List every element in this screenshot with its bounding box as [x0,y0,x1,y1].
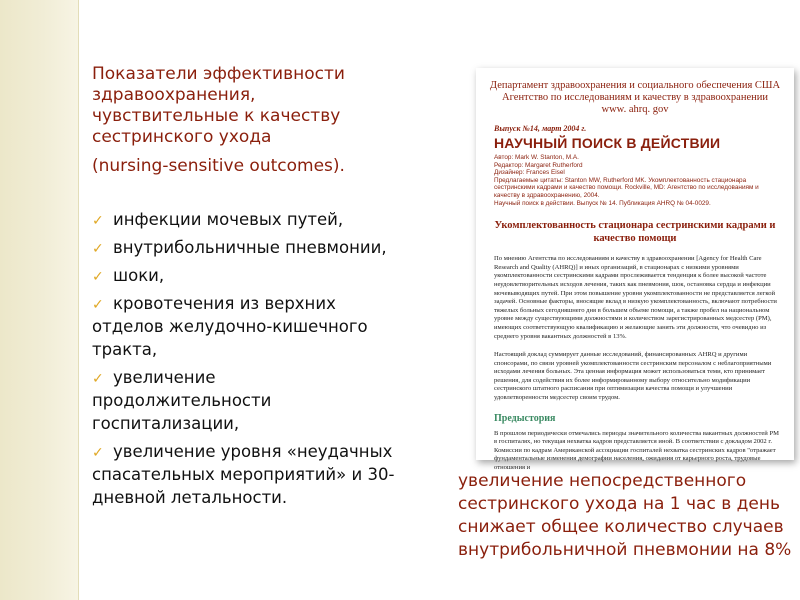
article-paragraph: По мнению Агентства по исследованиям и качеству в здравоохранении [Agency for Health Care Research and Quality (AHRQ)] и иных организаций, в стационарах с низкими уровнями укомплектованности сестринскими кадрами прослеживается тенденция к более высокой частоте неудовлетворительных исходов лечения, таких как пневмония, шок, остановка сердца и инфекции мочевыводящих путей. При этом повышение уровня укомплектованности не представляется легкой задачей. Основные факторы, вносящие вклад в низкую укомплектованность, включают потребности тяжелых больных сегодняшнего дня в большем объеме помощи, а также пробел на национальном уровне между существующими должностями и количеством зарегистрированных медсестер (РМ), имеющих соответствующую квалификацию и желающие занять эти должности, что очевидно из среднего уровня вакантных должностей в 13%. [494,255,777,340]
credit-line: Редактор: Margaret Rutherford [494,161,583,169]
article-title: Укомплектованность стационара сестринскими кадрами и качество помощи [494,220,776,245]
check-icon: ✓ [92,371,104,387]
check-icon: ✓ [92,445,104,461]
document-header [476,80,794,116]
outcome-text: увеличение уровня «неудачных спасательных мероприятий» и 30-дневной летальности. [92,442,395,507]
article-paragraph: В прошлом периодически отмечались периоды значительного количества вакантных должностей РМ в госпиталях, но текущая нехватка кадров представляется иной. В соответствии с докладом 2002 г. Комиссии по кадрам Американской ассоциации госпиталей нехватка сестринских кадров "отражает фундаментальные изменения демографии населения, ожидания от карьерного роста, трудовые отношения и [494,429,779,472]
document-excerpt-image [476,68,794,472]
agency-name: Агентство по исследованиям и качеству в здравоохранении [502,92,768,103]
outcome-text: кровотечения из верхних отделов желудочно-кишечного тракта, [92,294,368,359]
list-item [92,208,397,231]
list-item [92,264,397,287]
decorative-band-edge [78,0,79,600]
check-icon: ✓ [92,241,104,257]
outcome-text: инфекции мочевых путей, [113,210,344,229]
intro-english-term: (nursing-sensitive outcomes). [92,156,345,176]
intro-block [92,64,392,177]
outcome-text: увеличение продолжительности госпитализации, [92,368,272,433]
section-heading: Предыстория [494,412,556,424]
credit-line: Дизайнер: Frances Eisel [494,169,565,177]
outcome-text: внутрибольничные пневмонии, [113,238,387,257]
agency-url: www. ahrq. gov [601,104,669,115]
issue-line: Выпуск №14, март 2004 г. [494,124,587,133]
decorative-left-band [0,0,78,600]
check-icon: ✓ [92,213,104,229]
outcome-text: шоки, [113,266,165,285]
credit-line: Научный поиск в действии. Выпуск № 14. Публикация AHRQ № 04-0029. [494,199,711,207]
list-item [92,292,397,361]
check-icon: ✓ [92,297,104,313]
article-paragraph: Настоящий доклад суммирует данные исследований, финансированных AHRQ и другими спонсорами, по связи уровней укомплектованности сестринским персоналом с неблагоприятными исходами лечения больных. Эта ценная информация может использоваться теми, кто принимает решения, для содействия их более информированному выбору относительно модификации сестринского штатного расписания при оптимизации качества помощи и улучшении удовлетворенности медсестер своим трудом. [494,351,772,402]
list-item [92,440,397,509]
credit-line: Автор: Mark W. Stanton, M.A. [494,154,579,161]
check-icon: ✓ [92,269,104,285]
list-item [92,236,397,259]
outcomes-checklist [92,208,397,514]
department-name: Департамент здравоохранения и социального обеспечения США [489,80,781,91]
callout-text: увеличение непосредственного сестринского ухода на 1 час в день снижает общее количество случаев внутрибольничной пневмонии на 8% [458,471,792,560]
credits-block [494,154,782,207]
credit-line: Предлагаемые цитаты: Stanton MW, Rutherford MK. Укомплектованность стационара сестринскими кадрами и качество помощи. Rockville, MD: Агентство по исследованиям и качеству в здравоохранению, 2004. [494,176,759,199]
document-title: НАУЧНЫЙ ПОИСК В ДЕЙСТВИИ [494,135,721,151]
list-item [92,366,397,435]
intro-heading: Показатели эффективности здравоохранения, чувствительные к качеству сестринского ухода [92,64,345,147]
